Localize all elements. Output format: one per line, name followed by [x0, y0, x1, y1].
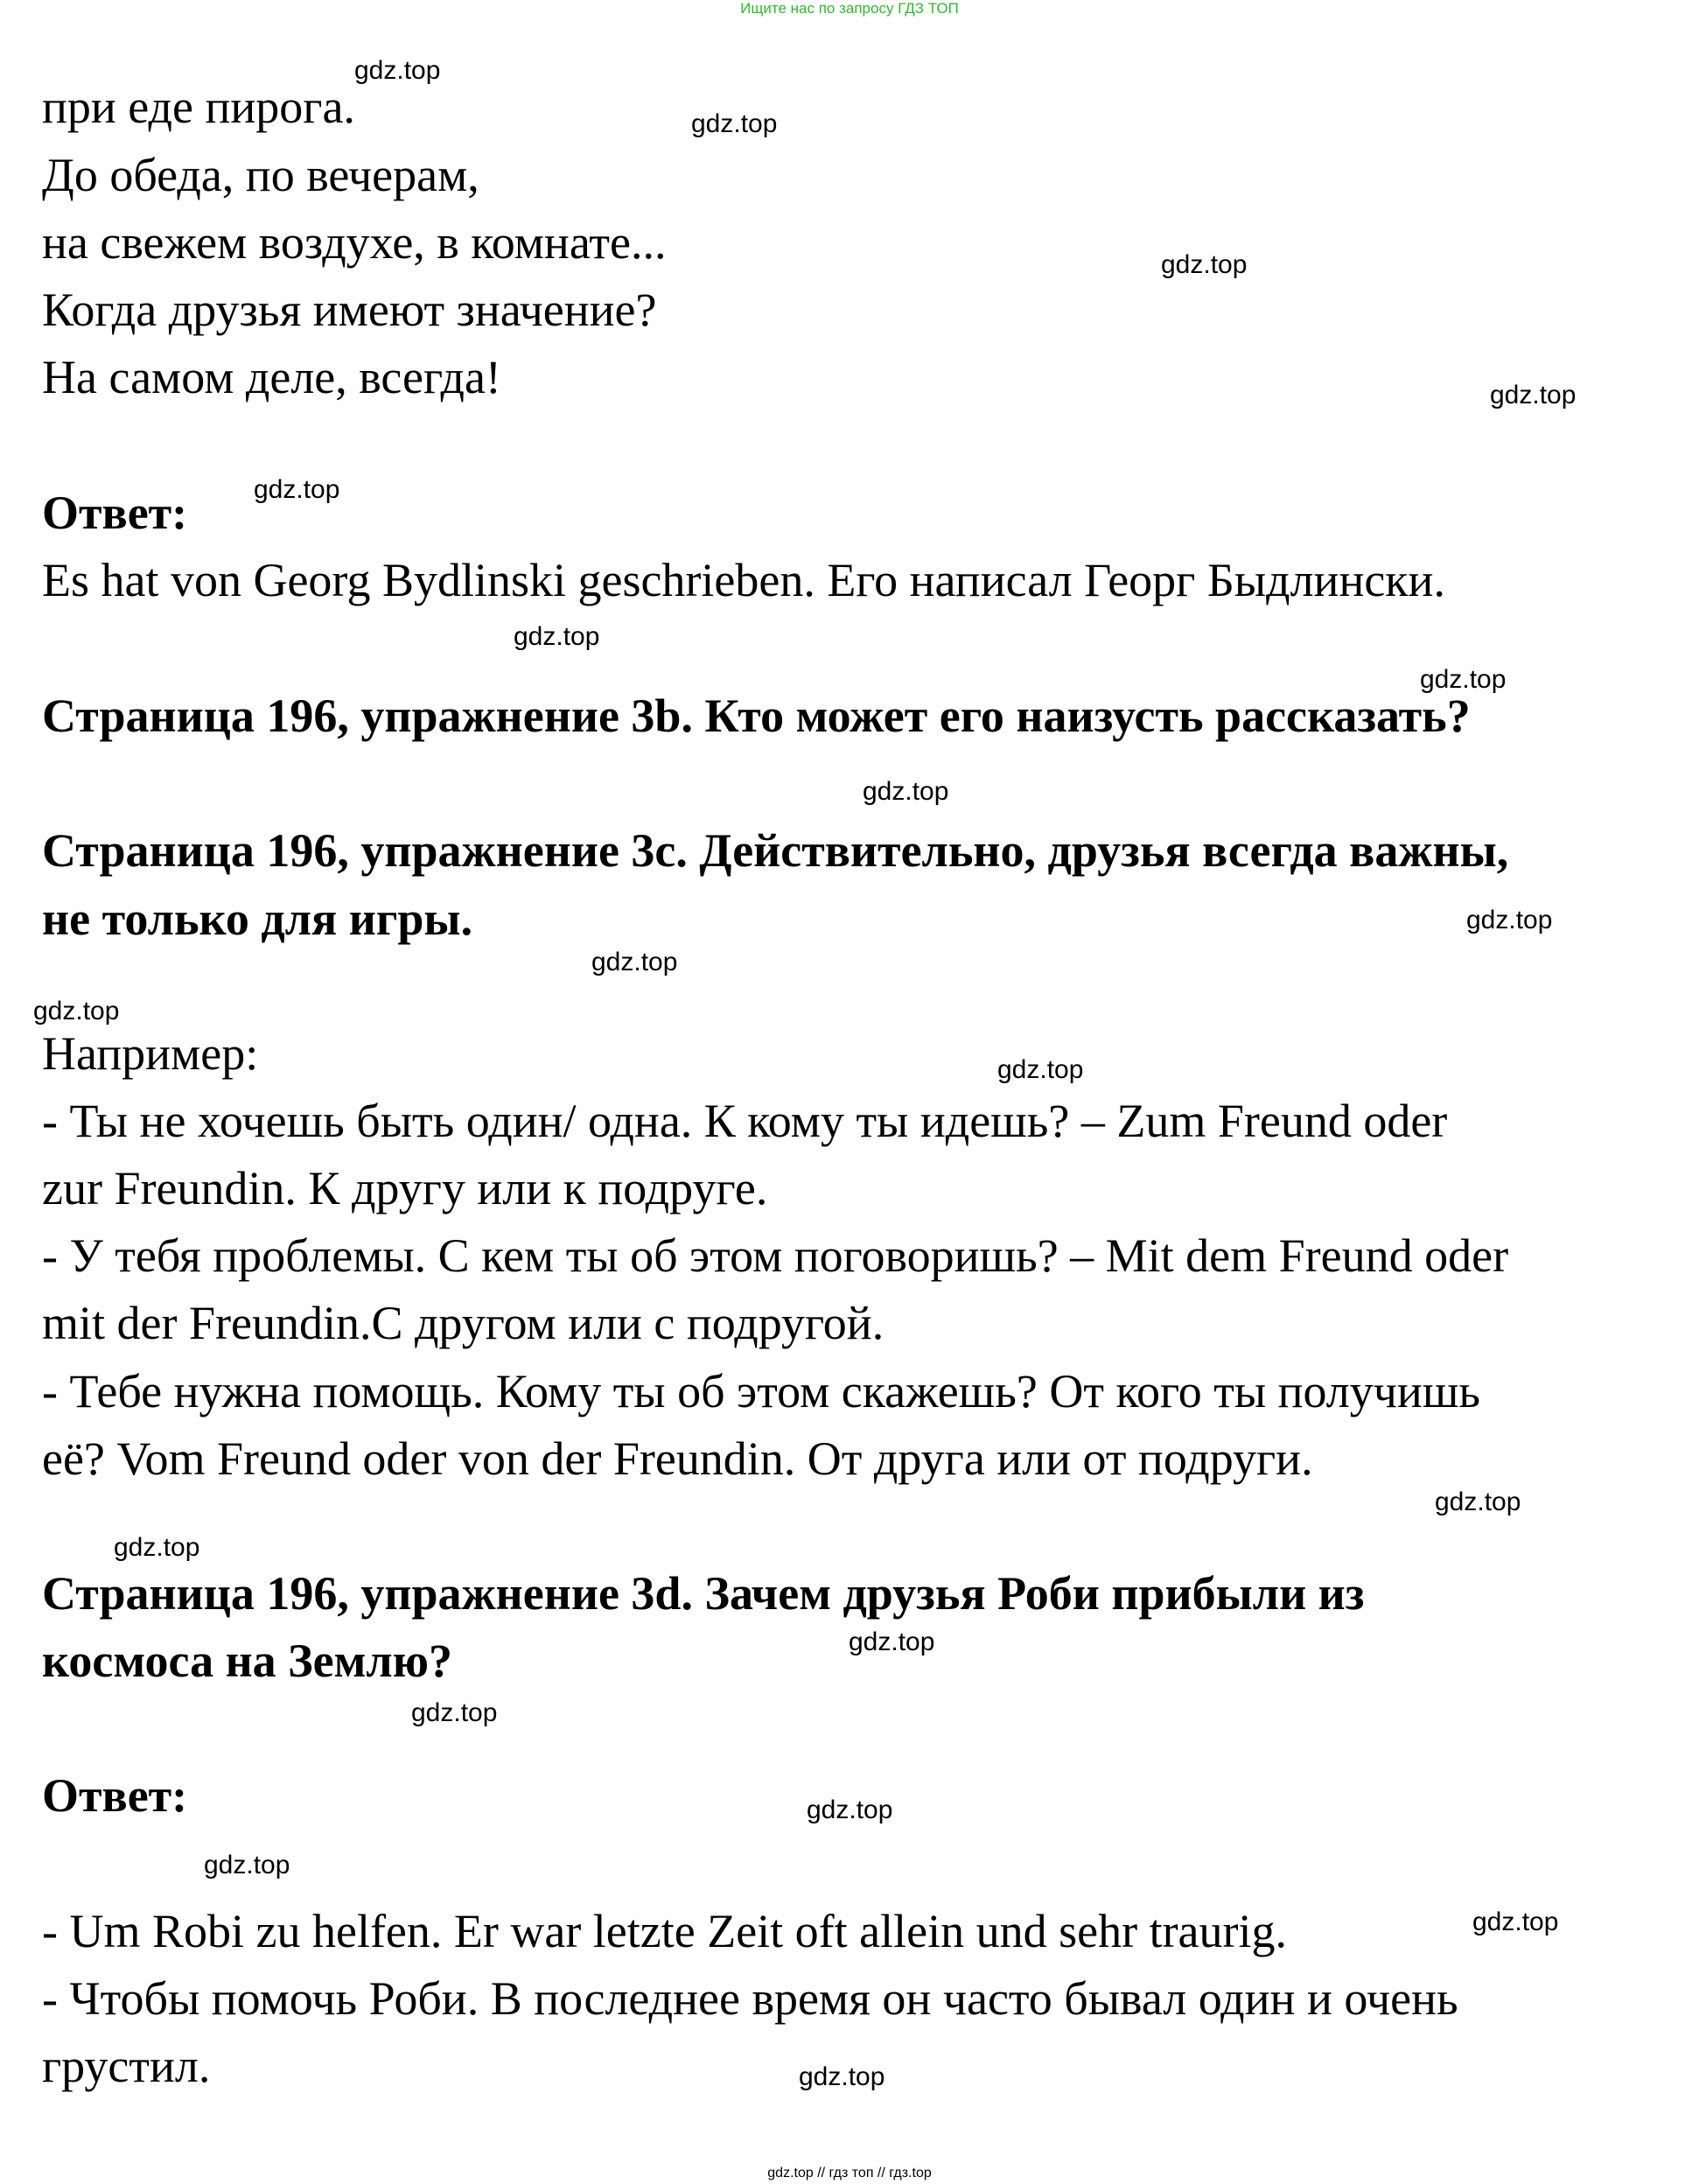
watermark: gdz.top — [807, 1796, 893, 1824]
poem-line: при еде пирога. — [42, 80, 355, 133]
watermark: gdz.top — [354, 56, 441, 85]
example-line: - Ты не хочешь быть один/ одна. К кому ты идешь? – Zum Freund oder — [42, 1095, 1448, 1147]
watermark: gdz.top — [691, 109, 778, 138]
footer: gdz.top // гдз топ // гдз.top — [767, 2166, 932, 2180]
watermark: gdz.top — [1420, 665, 1507, 694]
exercise-heading-3b: Страница 196, упражнение 3b. Кто может его наизусть рассказать? — [42, 690, 1471, 742]
watermark: gdz.top — [863, 777, 949, 806]
answer-text: - Чтобы помочь Роби. В последнее время он часто бывал один и очень — [42, 1972, 1458, 2025]
watermark: gdz.top — [33, 997, 120, 1026]
example-line: её? Vom Freund oder von der Freundin. От друга или от подруги. — [42, 1432, 1313, 1485]
answer-heading: Ответ: — [42, 486, 188, 539]
poem-line: Когда друзья имеют значение? — [42, 284, 657, 336]
example-line: zur Freundin. К другу или к подруге. — [42, 1162, 768, 1214]
watermark: gdz.top — [591, 948, 678, 976]
poem-line: На самом деле, всегда! — [42, 351, 501, 403]
example-line: - Тебе нужна помощь. Кому ты об этом скажешь? От кого ты получишь — [42, 1365, 1481, 1418]
exercise-heading-3d: космоса на Землю? — [42, 1634, 452, 1687]
poem-line: До обеда, по вечерам, — [42, 149, 479, 201]
exercise-heading-3c: Страница 196, упражнение 3c. Действительно, друзья всегда важны, — [42, 824, 1509, 877]
watermark: gdz.top — [1472, 1908, 1559, 1936]
top-banner: Ищите нас по запросу ГДЗ ТОП — [740, 0, 959, 17]
watermark: gdz.top — [204, 1851, 290, 1880]
watermark: gdz.top — [997, 1055, 1084, 1084]
poem-line: на свежем воздухе, в комнате... — [42, 216, 667, 269]
answer-text: Es hat von Georg Bydlinski geschrieben. Его написал Георг Быдлински. — [42, 554, 1445, 606]
watermark: gdz.top — [799, 2062, 885, 2091]
answer-text: грустил. — [42, 2040, 211, 2092]
exercise-heading-3d: Страница 196, упражнение 3d. Зачем друзья Роби прибыли из — [42, 1567, 1365, 1620]
watermark: gdz.top — [114, 1533, 200, 1562]
exercise-heading-3c: не только для игры. — [42, 892, 473, 945]
watermark: gdz.top — [849, 1628, 935, 1656]
watermark: gdz.top — [411, 1698, 498, 1727]
watermark: gdz.top — [1161, 250, 1248, 279]
example-line: mit der Freundin.С другом или с подругой. — [42, 1297, 884, 1349]
answer-text: - Um Robi zu helfen. Er war letzte Zeit oft allein und sehr traurig. — [42, 1905, 1288, 1957]
watermark: gdz.top — [514, 622, 600, 651]
watermark: gdz.top — [1490, 381, 1577, 410]
example-line: - У тебя проблемы. С кем ты об этом поговоришь? – Mit dem Freund oder — [42, 1229, 1509, 1282]
example-label: Например: — [42, 1027, 259, 1080]
watermark: gdz.top — [1466, 906, 1553, 934]
answer-heading: Ответ: — [42, 1769, 188, 1822]
watermark: gdz.top — [1435, 1488, 1521, 1516]
watermark: gdz.top — [254, 475, 340, 504]
